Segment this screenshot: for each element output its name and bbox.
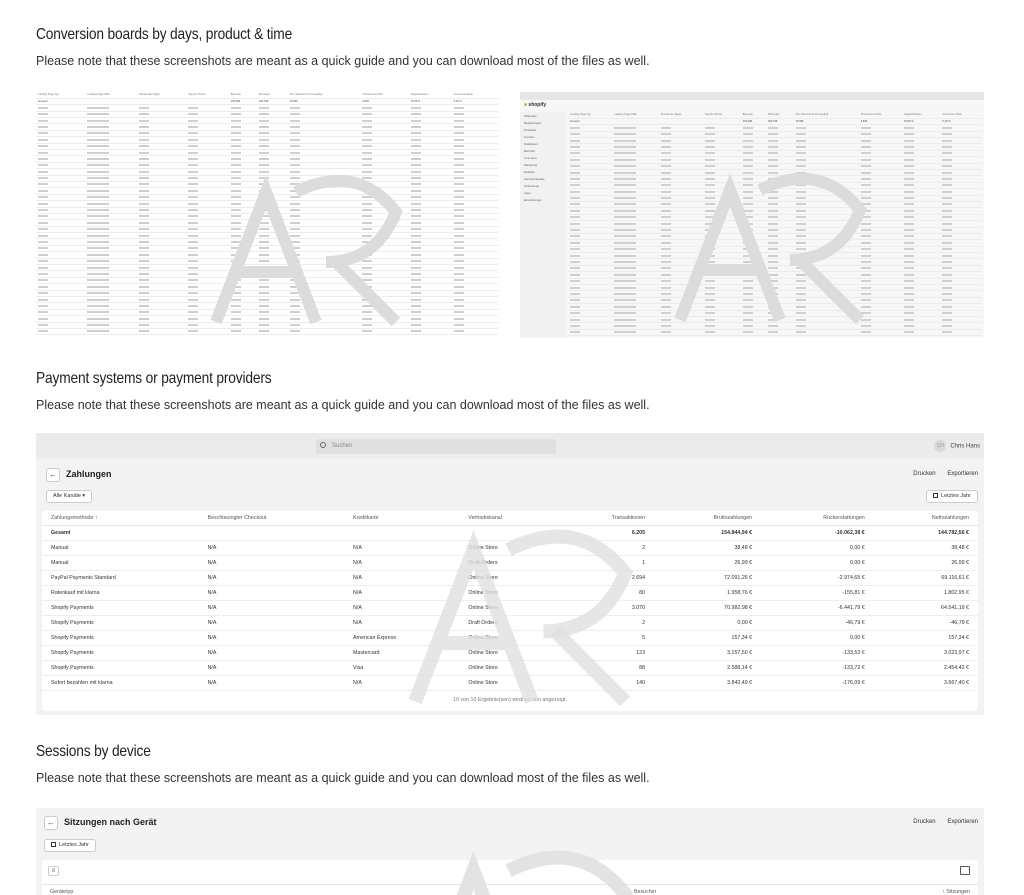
table-cell: 1.802,95 € [874,585,978,600]
table-cell: N/A [199,600,344,615]
table-cell: 80 [557,585,654,600]
table-row [42,555,978,570]
sidebar-item[interactable]: Live-View [524,155,537,160]
table-cell [36,328,85,334]
table-cell: 6.205 [557,525,654,540]
table-cell: -133,72 € [761,660,874,675]
table-cell: N/A [199,645,344,660]
sidebar-item[interactable]: Vertriebskanäle [524,176,545,181]
page-title: Sitzungen nach Gerät [64,817,157,827]
conversion-screenshot-left[interactable] [36,92,498,344]
table-cell: N/A [199,540,344,555]
table-cell: Online Store [459,600,557,615]
table-cell: 2.694 [557,570,654,585]
table-row [42,540,978,555]
table-cell: 160.768 [257,98,288,104]
top-bar [36,433,984,459]
table-cell: Zum Warenkorb hinzugefügt [794,112,859,118]
table-cell: Draft Orders [459,555,557,570]
table-cell: Checkout erreicht [859,112,902,118]
table-cell: 157,34 € [874,630,978,645]
sidebar-item[interactable]: Marketing [524,162,538,167]
table-cell [741,329,766,335]
table-cell: 70.982,98 € [654,600,761,615]
table-cell [257,328,288,334]
table-row [42,660,978,675]
column-header[interactable]: Rückerstattungen [761,511,874,525]
export-button[interactable]: Exportieren [947,819,978,825]
table-row [42,630,978,645]
user-name: Chris Hans [950,443,980,450]
table-row [42,615,978,630]
table-cell: N/A [199,585,344,600]
table-cell: Zum Warenkorb hinzugefügt [288,92,361,98]
table-header-row [42,884,978,895]
sidebar-item[interactable]: Rabatte [524,169,535,174]
table-cell: 26,99 € [874,555,978,570]
sessions-table-card [42,860,978,895]
table-cell: PayPal Payments Standard [42,570,199,585]
date-range-label: Letztes Jahr [941,493,971,499]
sidebar-item[interactable]: Startseite [524,113,537,118]
export-button[interactable]: Exportieren [947,471,978,477]
table-cell [859,329,902,335]
total-row [42,525,978,540]
table-cell: Sofort bezahlen mit klarna [42,675,199,690]
table-cell: Landing Page Pfad [612,112,658,118]
payments-table-card [42,511,978,711]
table-cell: Conversion Rate [940,112,982,118]
user-menu[interactable] [934,440,980,452]
table-cell: N/A [344,585,459,600]
table-cell: 26,99 € [654,555,761,570]
channel-filter[interactable] [46,490,92,503]
table-cell [186,328,229,334]
table-row [42,570,978,585]
table-cell: Online Store [459,630,557,645]
col-sessions[interactable]: ↑ Sitzungen [942,889,970,895]
table-cell: N/A [199,630,344,645]
table-row [42,600,978,615]
table-cell [199,525,344,540]
table-cell [568,329,612,335]
table-cell [794,329,859,335]
sidebar-item[interactable]: Berichte [524,148,536,153]
back-button[interactable]: ← [46,468,60,482]
table-cell: 0,00 € [761,555,874,570]
print-button[interactable]: Drucken [913,819,936,825]
table-cell: 157,34 € [654,630,761,645]
column-header[interactable]: Transaktionen [557,511,654,525]
sidebar-item[interactable]: Statistiken [524,141,538,146]
table-cell: 5,46 % [452,98,498,104]
table-cell: 144.782,56 € [874,525,978,540]
table-cell [229,328,257,334]
table-cell: Online Store [459,570,557,585]
table-cell: Mastercard [344,645,459,660]
table-cell: 2.454,42 € [874,660,978,675]
table-row [568,329,982,335]
app-name: shopify [528,102,547,108]
table-cell: 64.541,19 € [874,600,978,615]
table-cell: 15.986 [794,118,859,124]
table-cell: Tag der Woche [703,112,741,118]
table-cell: 0,00 € [761,540,874,555]
table-cell: N/A [199,660,344,675]
table-cell [288,328,361,334]
conversion-table-left [36,92,498,335]
table-cell: Shopify Payments [42,630,199,645]
table-cell: Gesamt [36,98,85,104]
sidebar-nav [520,112,566,203]
section-title-sessions: Sessions by device [36,743,151,760]
table-row [36,328,498,334]
table-cell [137,328,186,334]
column-header[interactable]: Beschleunigter Checkout [199,511,344,525]
search-icon [320,442,326,448]
table-cell: Sitzungen [257,92,288,98]
table-cell: Visa [344,660,459,675]
table-cell: 2 [557,615,654,630]
table-cell: Online Store [459,675,557,690]
sessions-screenshot[interactable] [36,808,984,895]
table-cell [612,329,658,335]
table-cell: 2 [557,540,654,555]
print-button[interactable]: Drucken [913,471,936,477]
filter-icon[interactable]: ≡ [48,866,59,876]
table-cell: 38,48 € [874,540,978,555]
table-cell: Online Store [459,660,557,675]
col-visitors[interactable]: Besucher [634,889,657,895]
back-button[interactable]: ← [44,816,58,830]
table-cell: Ratenkauf mit klarna [42,585,199,600]
calendar-icon [51,842,56,847]
table-cell: Abgeschlossen [902,112,940,118]
table-cell: -133,53 € [761,645,874,660]
shopify-logo: ■ shopify [524,102,547,108]
table-cell: Tag der Woche [186,92,229,98]
table-cell: N/A [344,675,459,690]
table-cell: Stunde des Tages [659,112,703,118]
search-input[interactable] [316,439,556,454]
table-cell: 5,46 % [940,118,982,124]
table-cell: Manual [42,540,199,555]
section-note-conversion: Please note that these screenshots are meant as a quick guide and you can download most of the files as well. [36,54,650,68]
column-header[interactable]: Nettozahlungen [874,511,978,525]
date-range-button[interactable] [44,839,96,852]
table-cell [703,329,741,335]
sidebar-item[interactable]: Kunden [524,134,535,139]
table-cell: Shopify Payments [42,645,199,660]
table-cell: 69.116,61 € [874,570,978,585]
table-cell: Besuche [229,92,257,98]
table-cell: Online Store [459,645,557,660]
table-cell: 0,00 € [761,630,874,645]
table-cell: Online Store [459,540,557,555]
section-title-payments: Payment systems or payment providers [36,370,272,387]
table-cell [360,328,408,334]
table-cell [452,328,498,334]
table-cell: 70,63 % [902,118,940,124]
columns-icon[interactable] [960,866,970,875]
table-cell: Shopify Payments [42,615,199,630]
table-cell: -2.974,65 € [761,570,874,585]
table-cell [85,328,137,334]
table-cell [459,525,557,540]
section-title-conversion: Conversion boards by days, product & time [36,26,293,43]
table-cell [940,329,982,335]
table-cell: Gesamt [42,525,199,540]
table-cell: 155.286 [229,98,257,104]
conversion-screenshot-right[interactable] [520,92,984,338]
table-cell: N/A [199,615,344,630]
table-cell: 1.958,76 € [654,585,761,600]
table-cell: 70,63 % [409,98,452,104]
conversion-table-right-wrap [568,112,982,336]
table-cell: 72.091,26 € [654,570,761,585]
table-cell: -46,79 € [761,615,874,630]
column-header[interactable]: Kreditkarte [344,511,459,525]
payments-table [42,511,978,691]
table-cell: Stunde des Tages [137,92,186,98]
search-placeholder: Suchen [332,443,353,449]
table-cell: N/A [199,675,344,690]
table-cell: Landing Page Pfad [85,92,137,98]
avatar: CH [934,440,946,452]
table-cell: 0,00 € [654,615,761,630]
table-cell: 2.588,14 € [654,660,761,675]
column-header[interactable]: Vertriebskanal [459,511,557,525]
table-cell: Draft Orders [459,615,557,630]
table-cell: Sitzungen [766,112,794,118]
shopify-sidebar [520,112,566,338]
table-cell: 3.667,40 € [874,675,978,690]
table-cell: -155,81 € [761,585,874,600]
payments-screenshot[interactable] [36,433,984,715]
date-range-button[interactable] [926,490,978,503]
table-row [42,585,978,600]
table-cell: 88 [557,660,654,675]
browser-bar [520,92,984,100]
section-note-sessions: Please note that these screenshots are meant as a quick guide and you can download most of the files as well. [36,771,650,785]
table-cell: 3.023,97 € [874,645,978,660]
table-cell: 9.606 [360,98,408,104]
chevron-down-icon: ▾ [82,493,86,499]
sidebar-item[interactable]: Apps [524,190,531,195]
table-cell: 38,48 € [654,540,761,555]
table-cell: 160.768 [766,118,794,124]
table-cell: Abgeschlossen [409,92,452,98]
table-cell: Landing Page Typ [36,92,85,98]
table-cell: 9.606 [859,118,902,124]
table-cell: 140 [557,675,654,690]
table-cell [766,329,794,335]
table-cell: N/A [344,615,459,630]
table-cell: N/A [199,570,344,585]
table-cell: Besuche [741,112,766,118]
table-cell: Online Store [459,585,557,600]
section-note-payments: Please note that these screenshots are meant as a quick guide and you can download most of the files as well. [36,398,650,412]
table-cell: 3.070 [557,600,654,615]
table-cell: 154.844,94 € [654,525,761,540]
table-cell: 1 [557,555,654,570]
table-cell: 15.986 [288,98,361,104]
table-cell: 123 [557,645,654,660]
table-cell: N/A [199,555,344,570]
table-cell: Landing Page Typ [568,112,612,118]
table-cell: Manual [42,555,199,570]
sidebar-item[interactable]: Einstellungen [524,197,543,202]
channel-filter-label: Alle Kanäle [53,493,81,499]
table-cell: American Express [344,630,459,645]
table-cell: N/A [344,570,459,585]
table-cell [409,328,452,334]
table-cell: N/A [344,555,459,570]
results-footer: 10 von 10 Ergebnis(sen) wird/werden angezeigt. [453,696,567,703]
column-header[interactable]: Bruttozahlungen [654,511,761,525]
sidebar-item[interactable]: Bestellungen [524,120,542,125]
conversion-table-right [568,112,982,336]
date-range-label: Letztes Jahr [59,842,89,848]
table-cell: 155.286 [741,118,766,124]
table-cell: N/A [344,600,459,615]
table-cell: 3.157,50 € [654,645,761,660]
table-cell: N/A [344,540,459,555]
table-cell: Gesamt [568,118,612,124]
sidebar-item[interactable]: Onlineshop [524,183,540,188]
page-actions [903,471,978,477]
page-title: Zahlungen [66,469,112,479]
table-cell: 5 [557,630,654,645]
table-cell: Shopify Payments [42,600,199,615]
table-row [42,645,978,660]
table-cell [344,525,459,540]
table-cell [902,329,940,335]
table-cell: Shopify Payments [42,660,199,675]
table-cell: Checkout erreicht [360,92,408,98]
table-header-row [42,511,978,525]
col-device[interactable]: Gerätetyp [50,889,74,895]
table-cell: 3.843,49 € [654,675,761,690]
page-actions [903,819,978,825]
table-cell: Conversion Rate [452,92,498,98]
table-cell: -10.062,38 € [761,525,874,540]
table-cell [659,329,703,335]
table-row [42,675,978,690]
table-cell: -46,79 € [874,615,978,630]
table-cell: -176,09 € [761,675,874,690]
column-header[interactable]: Zahlungsmethode ↑ [42,511,199,525]
table-cell: -6.441,79 € [761,600,874,615]
sidebar-item[interactable]: Produkte [524,127,537,132]
calendar-icon [933,493,938,498]
